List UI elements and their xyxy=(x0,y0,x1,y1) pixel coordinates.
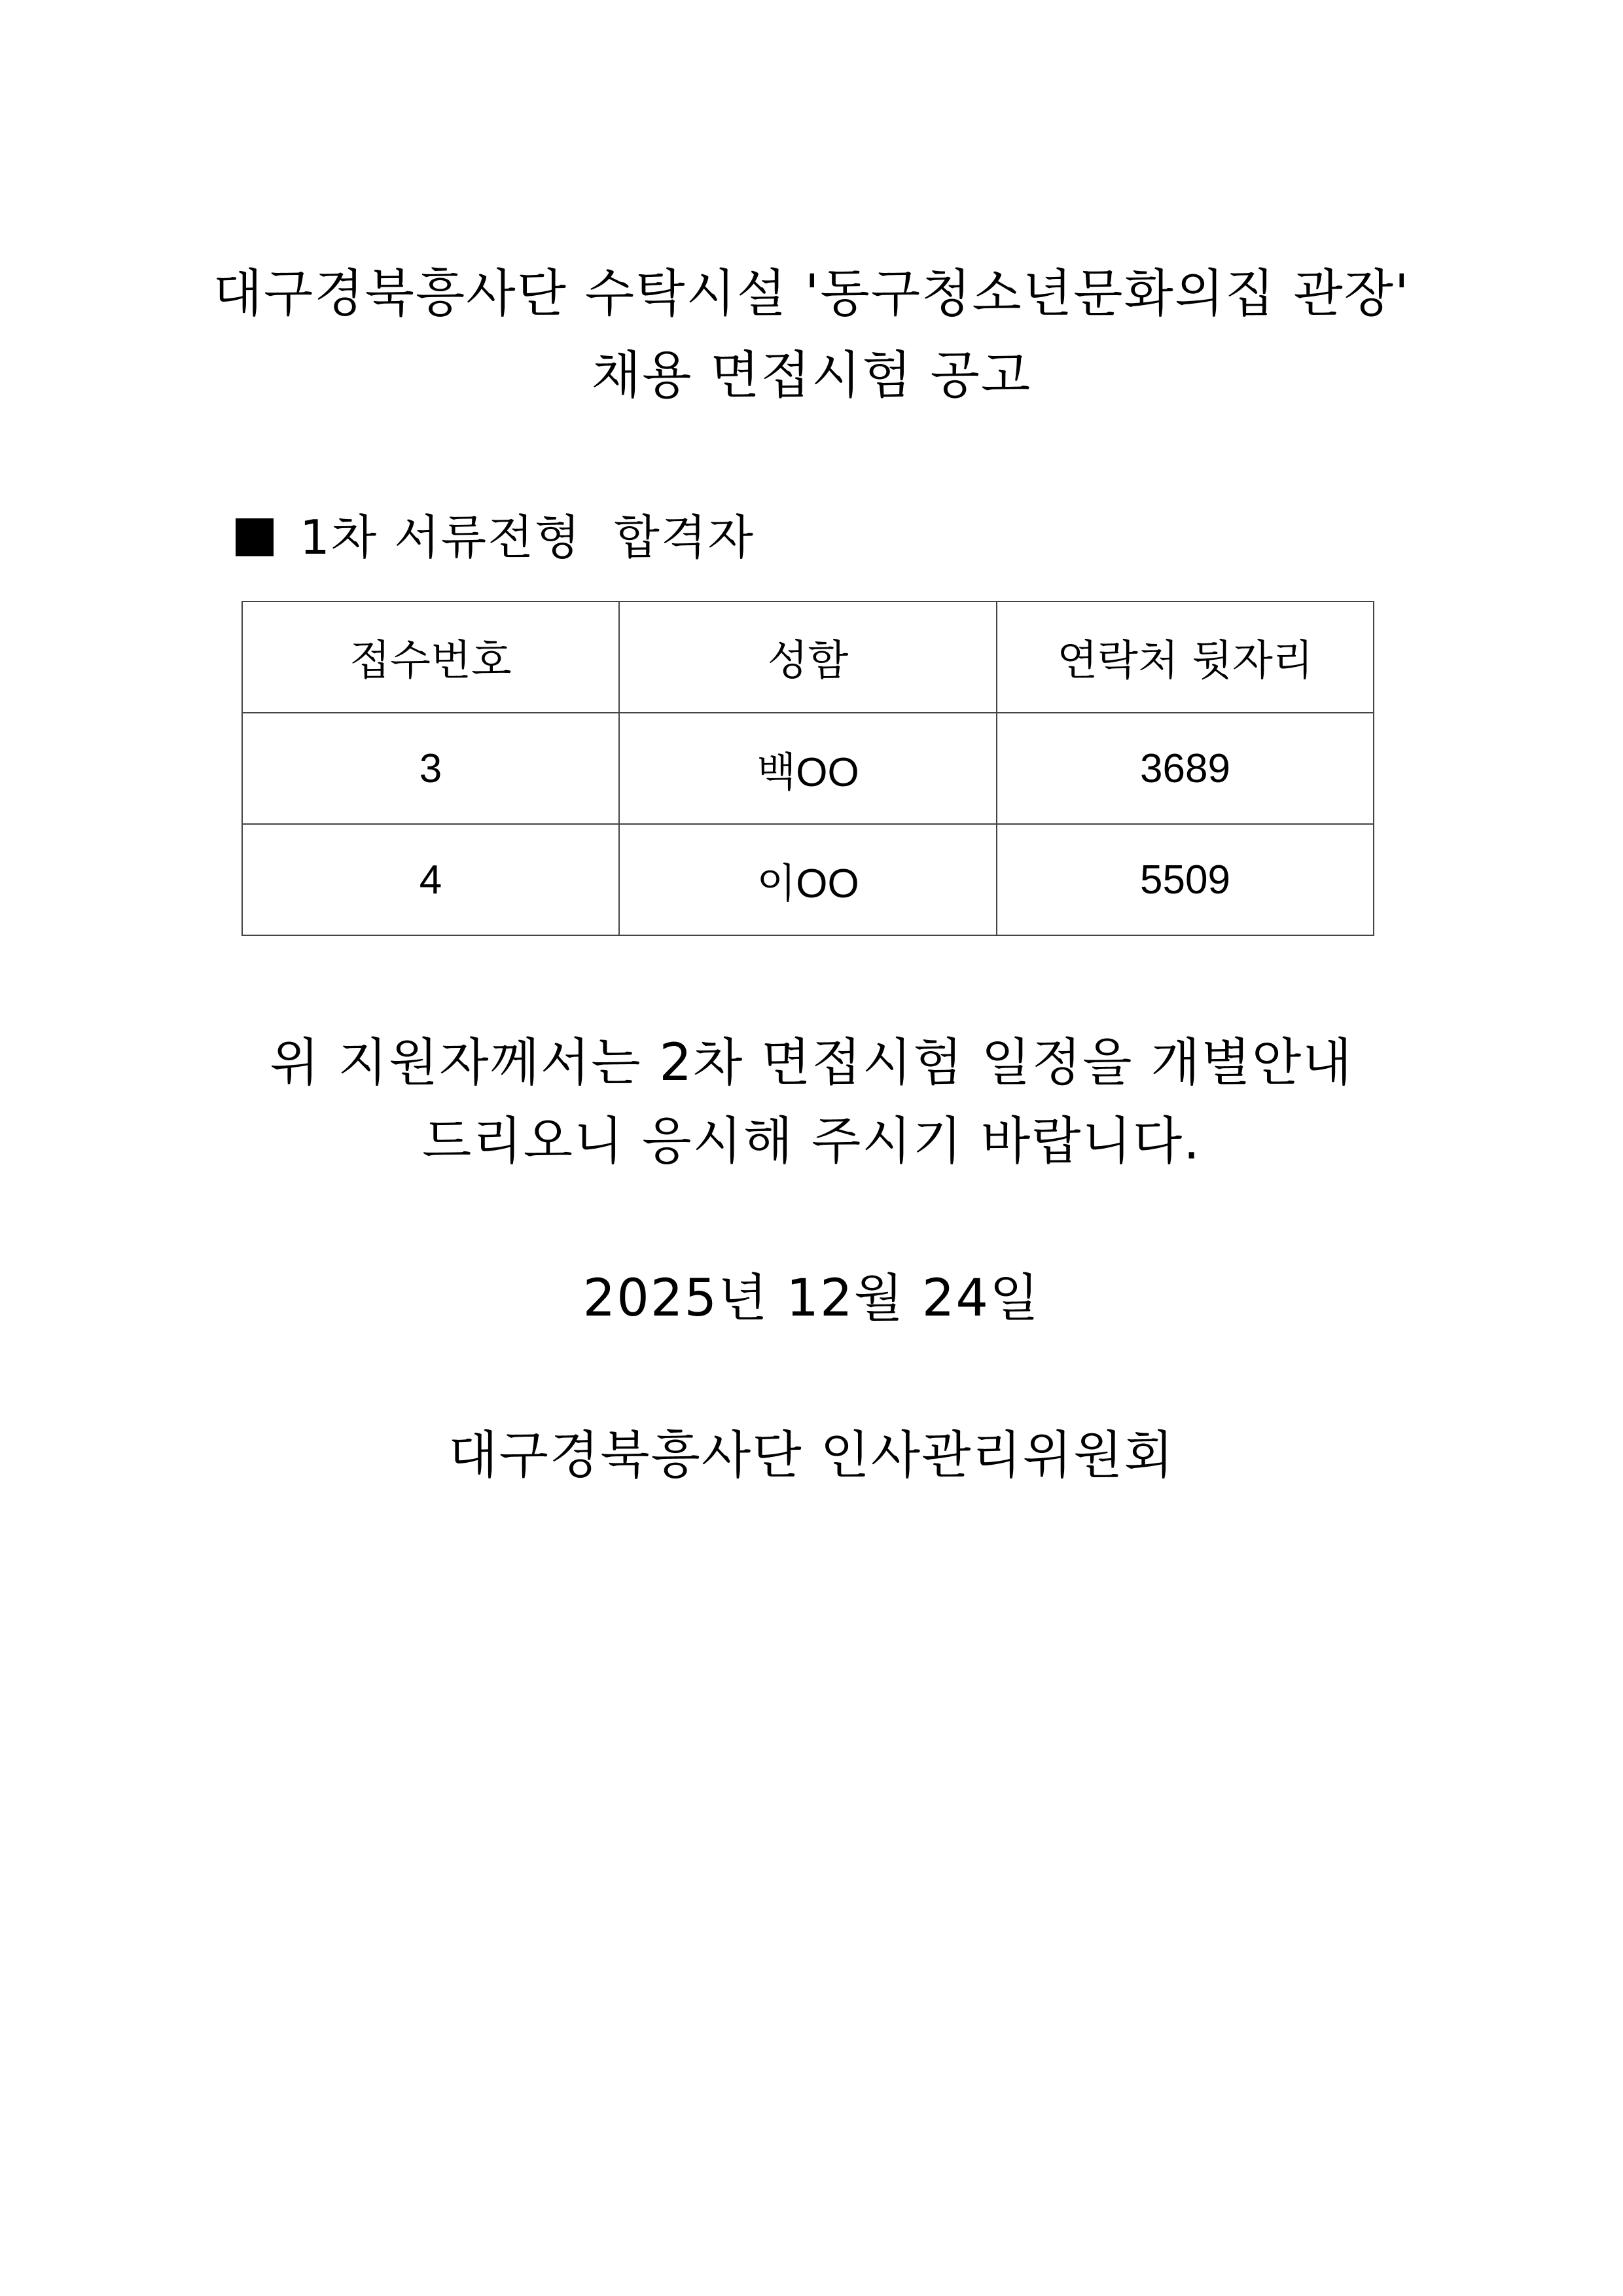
cell-phone-last-digits: 5509 xyxy=(997,824,1374,935)
cell-phone-last-digits: 3689 xyxy=(997,713,1374,824)
header-name: 성함 xyxy=(619,601,997,713)
notice-line-2: 드리오니 응시해 주시기 바랍니다. xyxy=(421,1112,1202,1171)
document-title-line-2: 채용 면접시험 공고 xyxy=(591,346,1032,405)
document-title-line-1: 대구경북흥사단 수탁시설 '동구청소년문화의집 관장' xyxy=(213,264,1410,323)
header-phone-last-digits: 연락처 뒷자리 xyxy=(997,601,1374,713)
table-header-row xyxy=(242,601,1374,713)
issuing-organization: 대구경북흥사단 인사관리위원회 xyxy=(448,1426,1175,1485)
cell-receipt-number: 3 xyxy=(242,713,619,824)
table-row xyxy=(242,713,1374,824)
results-table xyxy=(241,601,1374,936)
section-heading-label: 1차 서류전형 합격자 xyxy=(300,510,755,565)
notice-line-1: 위 지원자께서는 2차 면접시험 일정을 개별안내 xyxy=(270,1033,1353,1092)
cell-name: 백OO xyxy=(619,713,997,824)
black-square-icon xyxy=(236,518,274,556)
cell-receipt-number: 4 xyxy=(242,824,619,935)
table-row xyxy=(242,824,1374,935)
announcement-date: 2025년 12월 24일 xyxy=(582,1269,1041,1328)
header-receipt-number: 접수번호 xyxy=(242,601,619,713)
cell-name: 이OO xyxy=(619,824,997,935)
section-heading xyxy=(236,510,755,565)
